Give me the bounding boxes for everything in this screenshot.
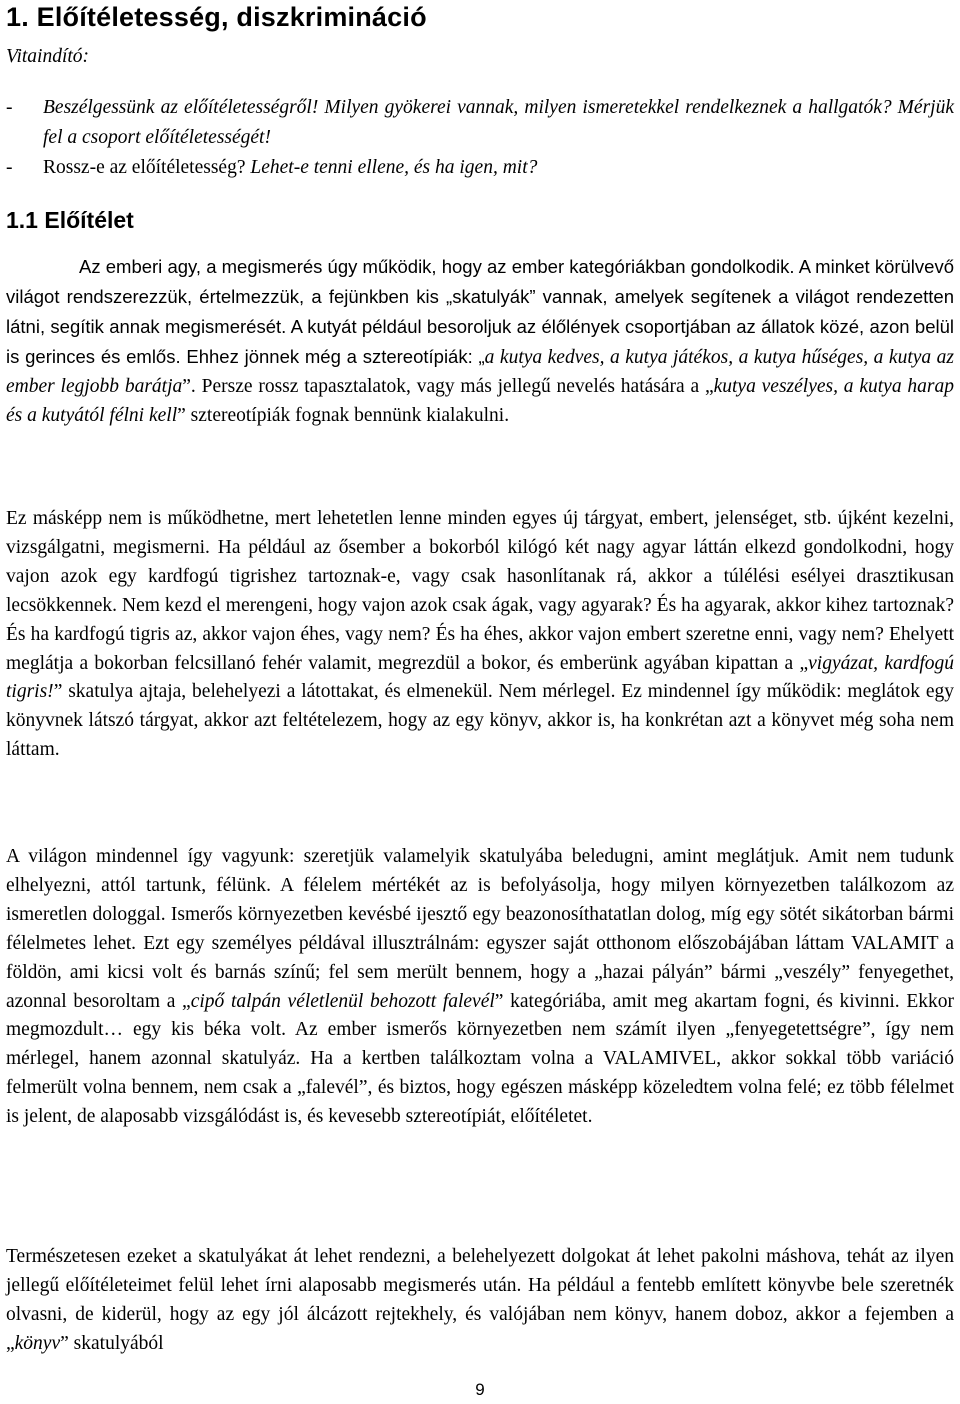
chapter-heading: 1. Előítéletesség, diszkrimináció bbox=[6, 2, 427, 32]
bullet-text-italic: Beszélgessünk az előítéletességről! Milyen gyökerei vannak, milyen ismeretekkel rendelkeznek a hallgatók? Mérjük fel a csoport előítéletességét! bbox=[43, 97, 954, 148]
paragraph-text bbox=[6, 253, 954, 430]
bullet-item bbox=[6, 153, 954, 183]
emphasis-quote: vigyázat, kardfogú tigris! bbox=[6, 652, 955, 703]
sentence: ”. Persze rossz tapasztalatok, vagy más jellegű nevelés hatására a „ bbox=[182, 375, 714, 397]
emphasis-quote: könyv bbox=[14, 1332, 61, 1354]
paragraph-text bbox=[6, 1243, 954, 1359]
bullet-text bbox=[43, 93, 954, 153]
sentence-sans: A minket körülvevő világot rendszerezzük, értelmezzük, a fejünkben kis „skatulyák” vannak, amelyek segítenek a világot rendezetten látni, segítik annak megismerését. bbox=[6, 256, 954, 337]
sentence: ” skatulyából bbox=[60, 1332, 164, 1354]
sentence: A világon mindennel így vagyunk: szeretjük valamelyik skatulyába beledugni, amint meglátjuk. Amit nem tudunk elhelyezni, attól tartunk, félünk. A félelem mértékét az is befolyásolja, hogy milyen környezetben találkozom az ismeretlen dologgal. Ismerős környezetben kevésbé ijesztő egy beazonosíthatatlan dolog, míg egy sötét sikátorban bármi félelmetes lehet. Ezt egy személyes példával illusztrálnám: egyszer saját otthonom előszobájában láttam VALAMIT a földön, ami kicsi volt és barnás színű; fel sem merült bennem, hogy a „hazai pályán” bármi „veszély” fenyegethet, azonnal besoroltam a „ bbox=[6, 846, 954, 1012]
sentence: ” sztereotípiák fognak bennünk kialakulni. bbox=[177, 404, 510, 426]
sentence: Természetesen ezeket a skatulyákat át lehet rendezni, a belehelyezett dolgokat át lehet pakolni máshova, tehát az ilyen jellegű előítéleteimet felül lehet írni alaposabb megismerés után. Ha például a fentebb említett könyvbe bele szeretnék olvasni, de kiderül, hogy az egy jól álcázott rejtekhely, és valójában nem könyv, hanem doboz, akkor a fejemben a „ bbox=[6, 1246, 954, 1354]
section-heading: 1.1 Előítélet bbox=[6, 207, 134, 233]
page-number: 9 bbox=[475, 1380, 485, 1399]
paragraph-text bbox=[6, 843, 954, 1132]
bullet-dash: - bbox=[6, 97, 13, 118]
paragraph-3 bbox=[6, 843, 954, 1132]
emphasis-quote: cipő talpán véletlenül behozott falevél bbox=[190, 990, 495, 1012]
intro-label: Vitaindító: bbox=[6, 46, 90, 67]
sentence: ” skatulya ajtaja, belehelyezi a látottakat, és elmenekül. Nem mérlegel. Ez mindennel így működik: meglátok egy könyvnek látszó tárgyat, akkor azt feltételezem, hogy az egy könyv, akkor is, ha konkrétan azt a könyvet még soha nem láttam. bbox=[6, 681, 954, 761]
bullet-text-italic: Lehet-e tenni ellene, és ha igen, mit? bbox=[245, 157, 538, 178]
paragraph-1 bbox=[6, 253, 954, 430]
bullet-dash: - bbox=[6, 157, 13, 178]
bullet-item bbox=[6, 93, 954, 153]
stereotype-quote: a kutya kedves, a kutya játékos, a kutya hűséges, a kutya az ember legjobb barátja bbox=[6, 346, 955, 397]
stereotype-quote: kutya veszélyes, a kutya harap és a kutyától félni kell bbox=[6, 375, 954, 426]
paragraph-text bbox=[6, 505, 954, 765]
paragraph-4 bbox=[6, 1243, 954, 1359]
discussion-bullet-list bbox=[6, 93, 954, 183]
paragraph-2 bbox=[6, 505, 954, 765]
sentence: ” kategóriába, amit meg akartam fogni, és kivinni. Ekkor megmozdult… egy kis béka volt. Az ember ismerős környezetben nem számít ilyen „fenyegetettségre”, így nem mérlegel, hanem azonnal skatulyáz. Ha a kertben találkoztam volna a VALAMIVEL, akkor sokkal több variáció felmerült volna bennem, nem csak a „falevél”, és biztos, hogy egészen másképp közeledtem volna felé; ez több félelmet is jelent, de alaposabb vizsgálódást is, és kevesebb sztereotípiát, előítéletet. bbox=[6, 990, 955, 1128]
bullet-text bbox=[43, 153, 954, 183]
sentence-sans: Ehhez jönnek még a sztereotípiák: „ bbox=[180, 345, 485, 367]
bullet-text-upright: Rossz-e az előítéletesség? bbox=[43, 157, 246, 178]
sentence-sans: Az emberi agy, a megismerés úgy működik, hogy az ember kategóriákban gondolkodik. bbox=[79, 256, 795, 277]
sentence: Ez másképp nem is működhetne, mert lehetetlen lenne minden egyes új tárgyat, embert, jelenséget, stb. újként kezelni, vizsgálgatni, megismerni. Ha például az ősember a bokorból kilógó két nagy agyar láttán elkezd gondolkodni, hogy vajon azok egy kardfogú tigrishez tartoznak-e, vagy csak hasonlítanak rá, akkor a túlélési esélyei drasztikusan lecsökkennek. Nem kezd el merengeni, hogy vajon azok csak ágak, vagy agyarak? És ha agyarak, akkor kihez tartoznak? És ha kardfogú tigris az, akkor vajon éhes, vagy nem? És ha éhes, akkor vajon embert szeretne enni, vagy nem? Ehelyett meglátja a bokorban felcsillanó fehér valamit, megrezdül a bokor, és emberünk agyában kipattan a „ bbox=[6, 508, 954, 674]
sentence-sans: A kutyát például besoroljuk az élőlények csoportjában az állatok közé, azon belül is gerinces és emlős. bbox=[6, 315, 955, 367]
